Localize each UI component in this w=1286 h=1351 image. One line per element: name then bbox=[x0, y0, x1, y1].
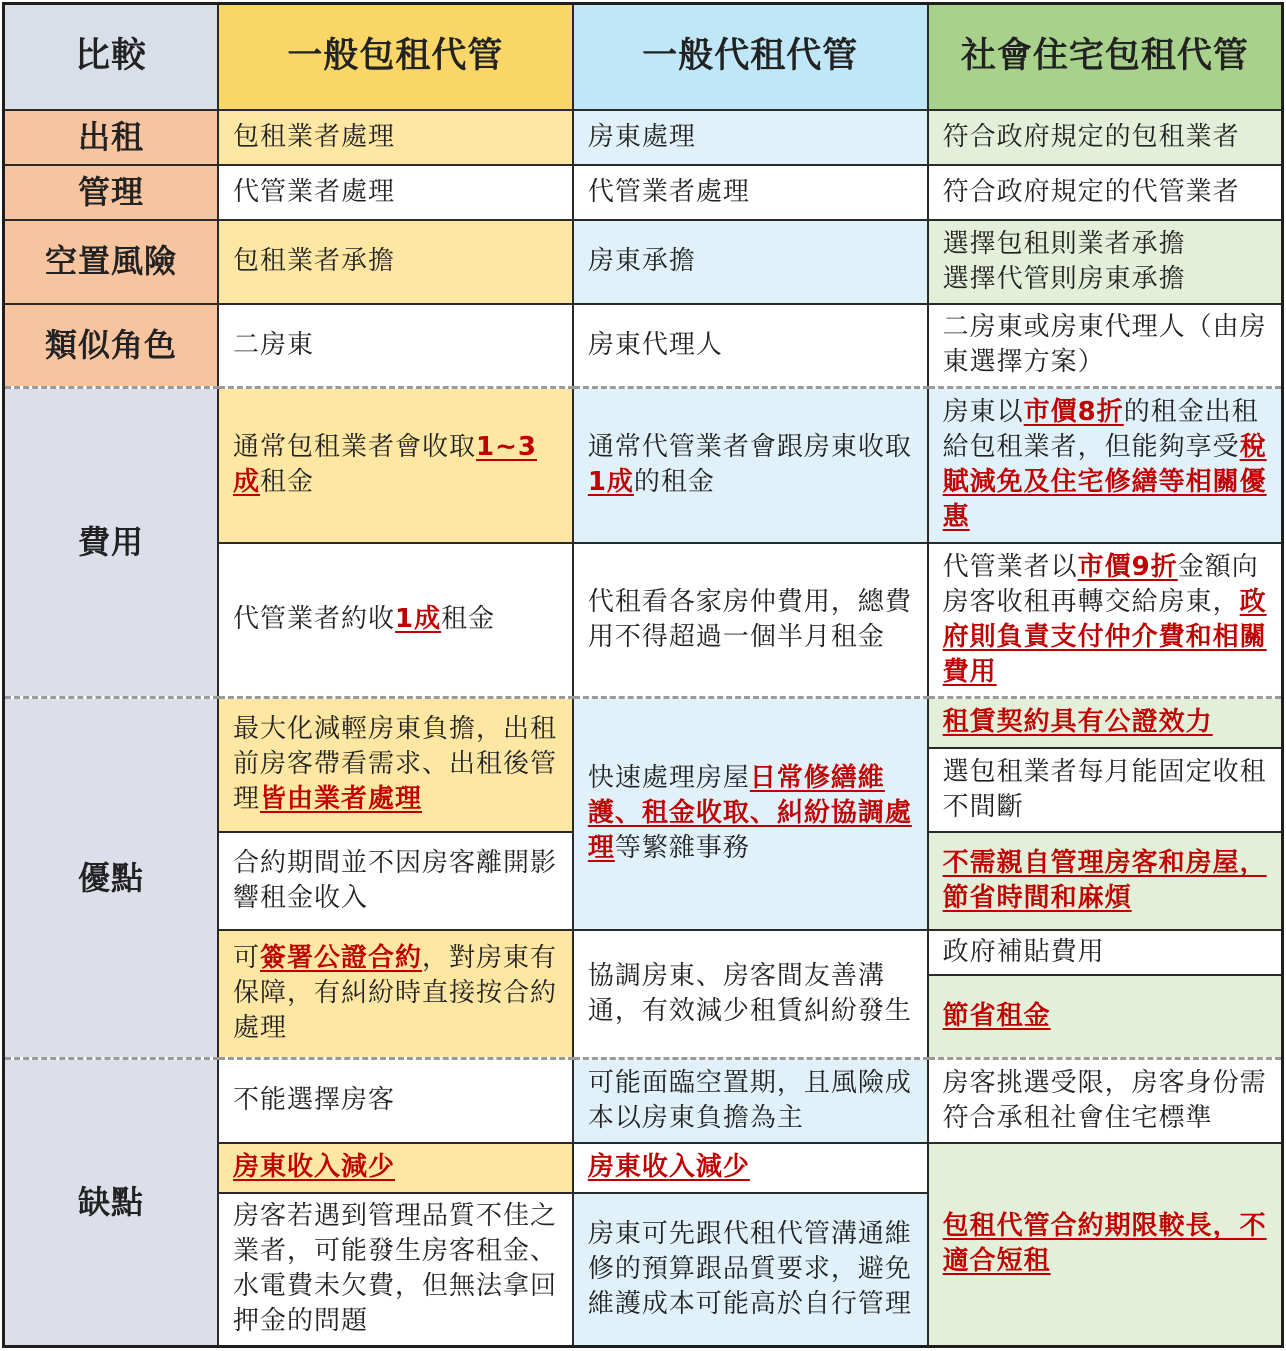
cell-vacancy-b: 房東承擔 bbox=[573, 220, 928, 304]
row-label-cons: 缺點 bbox=[4, 1059, 219, 1347]
cell-pros-a2: 合約期間並不因房客離開影響租金收入 bbox=[218, 832, 573, 930]
cell-pros-b1 bbox=[573, 698, 928, 930]
text: 租金 bbox=[441, 604, 496, 635]
row-label-pros: 優點 bbox=[4, 698, 219, 1059]
text: 的租金出租給包租業者，但能夠享受 bbox=[942, 397, 1259, 463]
cell-pros-c4: 政府補貼費用 bbox=[928, 930, 1283, 975]
highlight: 房東收入減少 bbox=[233, 1152, 396, 1182]
text: 通常包租業者會收取 bbox=[233, 432, 477, 463]
cell-pros-c2: 選包租業者每月能固定收租不間斷 bbox=[928, 748, 1283, 832]
header-general-agency: 一般代租代管 bbox=[573, 4, 928, 110]
highlight: 皆由業者處理 bbox=[260, 784, 423, 815]
row-pros-1 bbox=[4, 698, 1283, 748]
cell-cons-b2 bbox=[573, 1143, 928, 1193]
highlight: 簽署公證合約 bbox=[260, 943, 423, 974]
text: 通常代管業者會跟房東收取 bbox=[587, 432, 912, 463]
cell-manage-a: 代管業者處理 bbox=[218, 165, 573, 220]
cell-fee-2-b: 代租看各家房仲費用，總費用不得超過一個半月租金 bbox=[573, 543, 928, 698]
text: 金額向房客收租再轉交給房東， bbox=[942, 551, 1259, 617]
cell-fee-2-c bbox=[928, 543, 1283, 698]
highlight: 市價8折 bbox=[1023, 397, 1124, 428]
cell-fee-1-c bbox=[928, 388, 1283, 543]
text: 可 bbox=[233, 943, 261, 974]
vacancy-c-line-1: 選擇包租則業者承擔 bbox=[942, 228, 1186, 259]
vacancy-c-line-2: 選擇代管則房東承擔 bbox=[942, 263, 1186, 294]
cell-rent-c: 符合政府規定的包租業者 bbox=[928, 110, 1283, 165]
cell-pros-a1 bbox=[218, 698, 573, 832]
row-label-manage: 管理 bbox=[4, 165, 219, 220]
highlight: 日常修繕維護、租金收取、糾紛協調處理 bbox=[587, 763, 912, 864]
cell-pros-a3 bbox=[218, 930, 573, 1059]
highlight: 房東收入減少 bbox=[587, 1152, 750, 1182]
highlight: 1成 bbox=[395, 604, 442, 635]
cell-role-c: 二房東或房東代理人（由房東選擇方案） bbox=[928, 304, 1283, 388]
highlight: 不需親自管理房客和房屋，節省時間和麻煩 bbox=[942, 847, 1267, 913]
cell-cons-b1: 可能面臨空置期，且風險成本以房東負擔為主 bbox=[573, 1059, 928, 1143]
row-role bbox=[4, 304, 1283, 388]
cell-pros-b2: 協調房東、房客間友善溝通，有效減少租賃糾紛發生 bbox=[573, 930, 928, 1059]
row-fee-1 bbox=[4, 388, 1283, 543]
text: 代管業者以 bbox=[942, 551, 1078, 582]
cell-pros-c1 bbox=[928, 698, 1283, 748]
cell-cons-b3: 房東可先跟代租代管溝通維修的預算跟品質要求，避免維護成本可能高於自行管理 bbox=[573, 1193, 928, 1347]
text: 最大化減輕房東負擔，出租前房客帶看需求、出租後管理 bbox=[233, 714, 558, 815]
text: ，對房東有保障，有糾紛時直接按合約處理 bbox=[233, 943, 558, 1044]
text: 的租金 bbox=[633, 467, 715, 498]
cell-rent-b: 房東處理 bbox=[573, 110, 928, 165]
cell-fee-1-a bbox=[218, 388, 573, 543]
row-vacancy bbox=[4, 220, 1283, 304]
highlight: 稅賦減免及住宅修繕等相關優惠 bbox=[942, 432, 1267, 533]
row-label-vacancy: 空置風險 bbox=[4, 220, 219, 304]
highlight: 租賃契約具有公證效力 bbox=[942, 707, 1213, 738]
cell-cons-c1: 房客挑選受限，房客身份需符合承租社會住宅標準 bbox=[928, 1059, 1283, 1143]
text: 等繁雜事務 bbox=[614, 833, 750, 864]
cell-fee-1-b bbox=[573, 388, 928, 543]
cell-cons-c2 bbox=[928, 1143, 1283, 1347]
text: 代管業者約收 bbox=[233, 604, 396, 635]
cell-rent-a: 包租業者處理 bbox=[218, 110, 573, 165]
comparison-table bbox=[2, 2, 1284, 1348]
highlight: 1成 bbox=[587, 467, 634, 498]
cell-fee-2-a bbox=[218, 543, 573, 698]
header-general-sublease: 一般包租代管 bbox=[218, 4, 573, 110]
text: 房東以 bbox=[942, 397, 1024, 428]
cell-cons-a2 bbox=[218, 1143, 573, 1193]
cell-role-a: 二房東 bbox=[218, 304, 573, 388]
cell-pros-c3 bbox=[928, 832, 1283, 930]
header-social-housing: 社會住宅包租代管 bbox=[928, 4, 1283, 110]
cell-manage-c: 符合政府規定的代管業者 bbox=[928, 165, 1283, 220]
cell-role-b: 房東代理人 bbox=[573, 304, 928, 388]
cell-manage-b: 代管業者處理 bbox=[573, 165, 928, 220]
cell-pros-c5 bbox=[928, 975, 1283, 1059]
cell-cons-a3: 房客若遇到管理品質不佳之業者，可能發生房客租金、水電費未欠費，但無法拿回押金的問題 bbox=[218, 1193, 573, 1347]
cell-vacancy-a: 包租業者承擔 bbox=[218, 220, 573, 304]
row-manage bbox=[4, 165, 1283, 220]
highlight: 包租代管合約期限較長，不適合短租 bbox=[942, 1211, 1267, 1277]
highlight: 政府則負責支付仲介費和相關費用 bbox=[942, 586, 1267, 687]
cell-cons-a1: 不能選擇房客 bbox=[218, 1059, 573, 1143]
cell-vacancy-c bbox=[928, 220, 1283, 304]
row-cons-1 bbox=[4, 1059, 1283, 1143]
highlight: 1~3成 bbox=[233, 432, 537, 498]
row-label-role: 類似角色 bbox=[4, 304, 219, 388]
highlight: 市價9折 bbox=[1077, 551, 1178, 582]
row-label-fee: 費用 bbox=[4, 388, 219, 698]
row-rent bbox=[4, 110, 1283, 165]
row-label-rent: 出租 bbox=[4, 110, 219, 165]
header-compare: 比較 bbox=[4, 4, 219, 110]
text: 快速處理房屋 bbox=[587, 763, 750, 794]
text: 租金 bbox=[260, 467, 315, 498]
highlight: 節省租金 bbox=[942, 1000, 1051, 1031]
